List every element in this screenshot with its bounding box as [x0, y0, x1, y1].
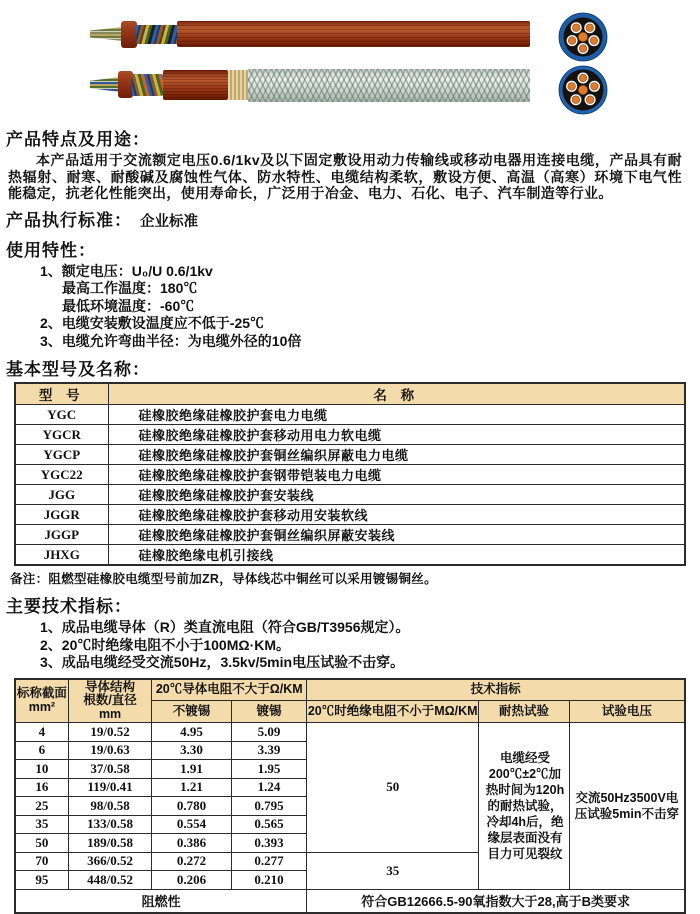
model-name: 硅橡胶绝缘硅橡胶护套移动用安装软线 [108, 505, 685, 525]
tech-item: 3、成品电缆经受交流50Hz，3.5kv/5min电压试验不击穿。 [6, 654, 684, 672]
header-resistance-group: 20℃导体电阻不大于Ω/KM [152, 679, 307, 701]
cell-size: 35 [15, 815, 68, 834]
header-untinned: 不镀锡 [152, 701, 231, 723]
flame-retardancy-row [15, 889, 685, 913]
cable-bottom-stripped-wires [90, 77, 120, 92]
cell-tinned: 1.24 [231, 778, 306, 797]
usage-item: 2、电缆安装敷设温度应不低于-25℃ [6, 315, 684, 333]
table-row [15, 425, 685, 445]
cable-cross-section-bottom-icon [556, 65, 610, 115]
spec-header-row-1 [15, 679, 685, 701]
section-heading-features: 产品特点及用途： [6, 125, 684, 150]
model-name: 硅橡胶绝缘硅橡胶护套铜丝编织屏蔽电力电缆 [108, 445, 685, 465]
cable-bottom-braided-shield [248, 69, 530, 102]
model-table-header-row [15, 383, 685, 405]
model-table [14, 382, 686, 566]
header-insulation: 20℃时绝缘电阻不小于MΩ/KM [307, 701, 479, 723]
cable-top-stripped-wires [90, 27, 123, 41]
table-row [15, 465, 685, 485]
model-code: YGCR [15, 425, 108, 445]
cell-structure: 19/0.52 [68, 723, 151, 742]
usage-item: 1、额定电压：U₀/U 0.6/1kv [6, 263, 684, 281]
usage-item: 3、电缆允许弯曲半径：为电缆外径的10倍 [6, 333, 684, 351]
cell-size: 95 [15, 871, 68, 890]
document-body [0, 125, 700, 914]
model-code: YGC22 [15, 465, 108, 485]
header-size [15, 679, 68, 723]
model-table-note: 备注：阻燃型硅橡胶电缆型号前加ZR，导体线芯中铜丝可以采用镀锡铜丝。 [10, 569, 684, 587]
model-name: 硅橡胶绝缘硅橡胶护套铜丝编织屏蔽安装线 [108, 525, 685, 545]
cell-untinned: 1.91 [152, 760, 231, 779]
usage-item: 最低环境温度：-60℃ [6, 298, 684, 316]
cable-bottom-fiber-wrap [228, 70, 248, 100]
cell-tinned: 0.210 [231, 871, 306, 890]
section-heading-models: 基本型号及名称： [6, 355, 684, 380]
cable-bottom-core-wires [132, 74, 163, 96]
cable-top-core-wires [136, 25, 179, 44]
cell-size: 25 [15, 797, 68, 816]
cable-top-jacket [177, 21, 530, 47]
table-row [15, 505, 685, 525]
cell-structure: 119/0.41 [68, 778, 151, 797]
cell-structure: 19/0.63 [68, 741, 151, 760]
model-name: 硅橡胶绝缘硅橡胶护套钢带铠装电力电缆 [108, 465, 685, 485]
table-row [15, 485, 685, 505]
cell-untinned: 4.95 [152, 723, 231, 742]
cable-photos [0, 0, 700, 120]
section-heading-usage: 使用特性： [6, 236, 684, 261]
cell-untinned: 0.272 [152, 852, 231, 871]
cell-untinned: 0.206 [152, 871, 231, 890]
cell-structure: 448/0.52 [68, 871, 151, 890]
cell-tinned: 1.95 [231, 760, 306, 779]
cell-size: 6 [15, 741, 68, 760]
cable-bottom-collar [118, 71, 133, 98]
model-code: JGG [15, 485, 108, 505]
standard-value: 企业标准 [140, 210, 198, 231]
flame-value: 符合GB12666.5-90氧指数大于28,高于B类要求 [307, 889, 685, 913]
model-code: JHXG [15, 545, 108, 566]
tech-item: 1、成品电缆导体（R）类直流电阻（符合GB/T3956规定）。 [6, 619, 684, 637]
model-code: YGCP [15, 445, 108, 465]
cell-tinned: 3.39 [231, 741, 306, 760]
header-structure-unit: mm [69, 708, 151, 722]
cable-bottom-inner-jacket [163, 70, 228, 100]
model-col-header: 型 号 [15, 383, 108, 405]
table-row [15, 723, 685, 742]
model-name: 硅橡胶绝缘硅橡胶护套移动用电力软电缆 [108, 425, 685, 445]
usage-item: 最高工作温度：180℃ [6, 280, 684, 298]
cell-insulation-35: 35 [307, 852, 479, 889]
header-structure-label: 导体结构 [69, 681, 151, 695]
cell-structure: 189/0.58 [68, 834, 151, 853]
header-heat-test: 耐热试验 [479, 701, 570, 723]
table-row [15, 525, 685, 545]
header-size-label: 标称截面 [16, 687, 68, 701]
model-code: JGGP [15, 525, 108, 545]
cell-structure: 37/0.58 [68, 760, 151, 779]
model-name: 硅橡胶绝缘电机引接线 [108, 545, 685, 566]
cell-size: 70 [15, 852, 68, 871]
cell-structure: 366/0.52 [68, 852, 151, 871]
model-name: 硅橡胶绝缘硅橡胶护套电力电缆 [108, 405, 685, 425]
cell-structure: 133/0.58 [68, 815, 151, 834]
cell-tinned: 0.795 [231, 797, 306, 816]
cell-size: 4 [15, 723, 68, 742]
section-standard [6, 206, 684, 231]
table-row [15, 445, 685, 465]
header-voltage-test: 试验电压 [569, 701, 685, 723]
cell-tinned: 0.277 [231, 852, 306, 871]
features-paragraph: 本产品适用于交流额定电压0.6/1kv及以下固定敷设用动力传输线或移动电器用连接电缆，产品具有耐热辐射、耐寒、耐酸碱及腐蚀性气体、防水特性、电缆结构柔软，敷设方便、高温（高寒）环境下电气性能稳定，抗老化性能突出，使用寿命长，广泛用于冶金、电力、石化、电子、汽车制造等行业。 [8, 152, 682, 202]
cell-voltage-test: 交流50Hz3500V电压试验5min不击穿 [569, 723, 685, 890]
cell-size: 10 [15, 760, 68, 779]
header-size-unit: mm² [16, 701, 68, 715]
model-name: 硅橡胶绝缘硅橡胶护套安装线 [108, 485, 685, 505]
cell-tinned: 0.393 [231, 834, 306, 853]
cell-untinned: 3.30 [152, 741, 231, 760]
cell-insulation-50: 50 [307, 723, 479, 853]
section-heading-standard: 产品执行标准： [6, 206, 132, 231]
header-structure-sub: 根数/直径 [69, 694, 151, 708]
cell-tinned: 5.09 [231, 723, 306, 742]
cell-tinned: 0.565 [231, 815, 306, 834]
header-tech-group: 技术指标 [307, 679, 685, 701]
model-code: YGC [15, 405, 108, 425]
cell-size: 50 [15, 834, 68, 853]
table-row [15, 405, 685, 425]
cell-untinned: 1.21 [152, 778, 231, 797]
flame-label: 阻燃性 [15, 889, 307, 913]
section-heading-tech: 主要技术指标： [6, 592, 684, 617]
cable-top-collar [121, 21, 137, 48]
cell-structure: 98/0.58 [68, 797, 151, 816]
header-structure [68, 679, 151, 723]
cell-size: 16 [15, 778, 68, 797]
cell-untinned: 0.386 [152, 834, 231, 853]
tech-item: 2、20℃时绝缘电阻不小于100MΩ·KM。 [6, 637, 684, 655]
cell-heat-test: 电缆经受200℃±2℃加热时间为120h的耐热试验，冷却4h后，绝缘层表面没有目力可见裂纹 [479, 723, 570, 890]
name-col-header: 名 称 [108, 383, 685, 405]
cell-untinned: 0.554 [152, 815, 231, 834]
spec-table [14, 678, 686, 914]
cable-cross-section-top-icon [558, 12, 608, 62]
header-tinned: 镀锡 [231, 701, 306, 723]
cell-untinned: 0.780 [152, 797, 231, 816]
model-code: JGGR [15, 505, 108, 525]
table-row [15, 545, 685, 566]
